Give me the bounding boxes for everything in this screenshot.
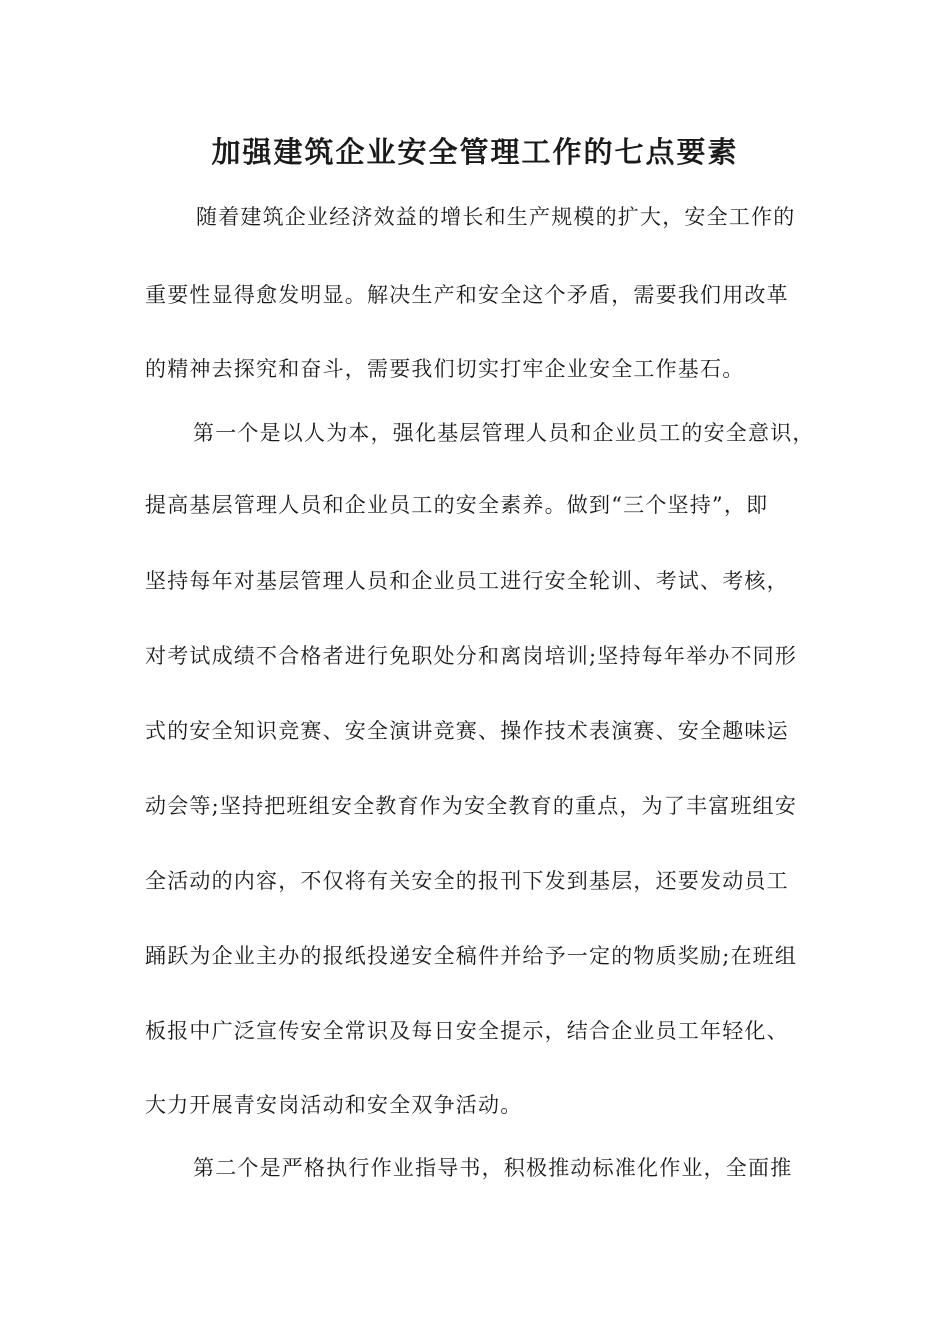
- paragraph-1-line-2: 重要性显得愈发明显。解决生产和安全这个矛盾，需要我们用改革: [145, 283, 789, 307]
- paragraph-2-line-7: 全活动的内容，不仅将有关安全的报刊下发到基层，还要发动员工: [145, 869, 789, 893]
- paragraph-2-line-3: 坚持每年对基层管理人员和企业员工进行安全轮训、考试、考核，: [145, 569, 789, 593]
- paragraph-2-line-2: 提高基层管理人员和企业员工的安全素养。做到“三个坚持”，即: [145, 493, 769, 517]
- paragraph-2-line-8: 踊跃为企业主办的报纸投递安全稿件并给予一定的物质奖励;在班组: [145, 944, 798, 968]
- paragraph-2-line-10: 大力开展青安岗活动和安全双争活动。: [145, 1093, 523, 1117]
- paragraph-2-line-4: 对考试成绩不合格者进行免职处分和离岗培训;坚持每年举办不同形: [145, 644, 798, 668]
- paragraph-2-line-9: 板报中广泛宣传安全常识及每日安全提示，结合企业员工年轻化、: [145, 1019, 789, 1043]
- paragraph-3-line-1: 第二个是严格执行作业指导书，积极推动标准化作业，全面推: [193, 1156, 793, 1180]
- paragraph-2-line-1: 第一个是以人为本，强化基层管理人员和企业员工的安全意识，: [193, 421, 815, 445]
- paragraph-1-line-3: 的精神去探究和奋斗，需要我们切实打牢企业安全工作基石。: [145, 357, 745, 381]
- paragraph-1-line-1: 随着建筑企业经济效益的增长和生产规模的扩大，安全工作的: [196, 205, 796, 229]
- paragraph-2-line-6: 动会等;坚持把班组安全教育作为安全教育的重点，为了丰富班组安: [145, 794, 798, 818]
- paragraph-2-line-5: 式的安全知识竞赛、安全演讲竞赛、操作技术表演赛、安全趣味运: [145, 719, 789, 743]
- document-title: 加强建筑企业安全管理工作的七点要素: [211, 135, 739, 169]
